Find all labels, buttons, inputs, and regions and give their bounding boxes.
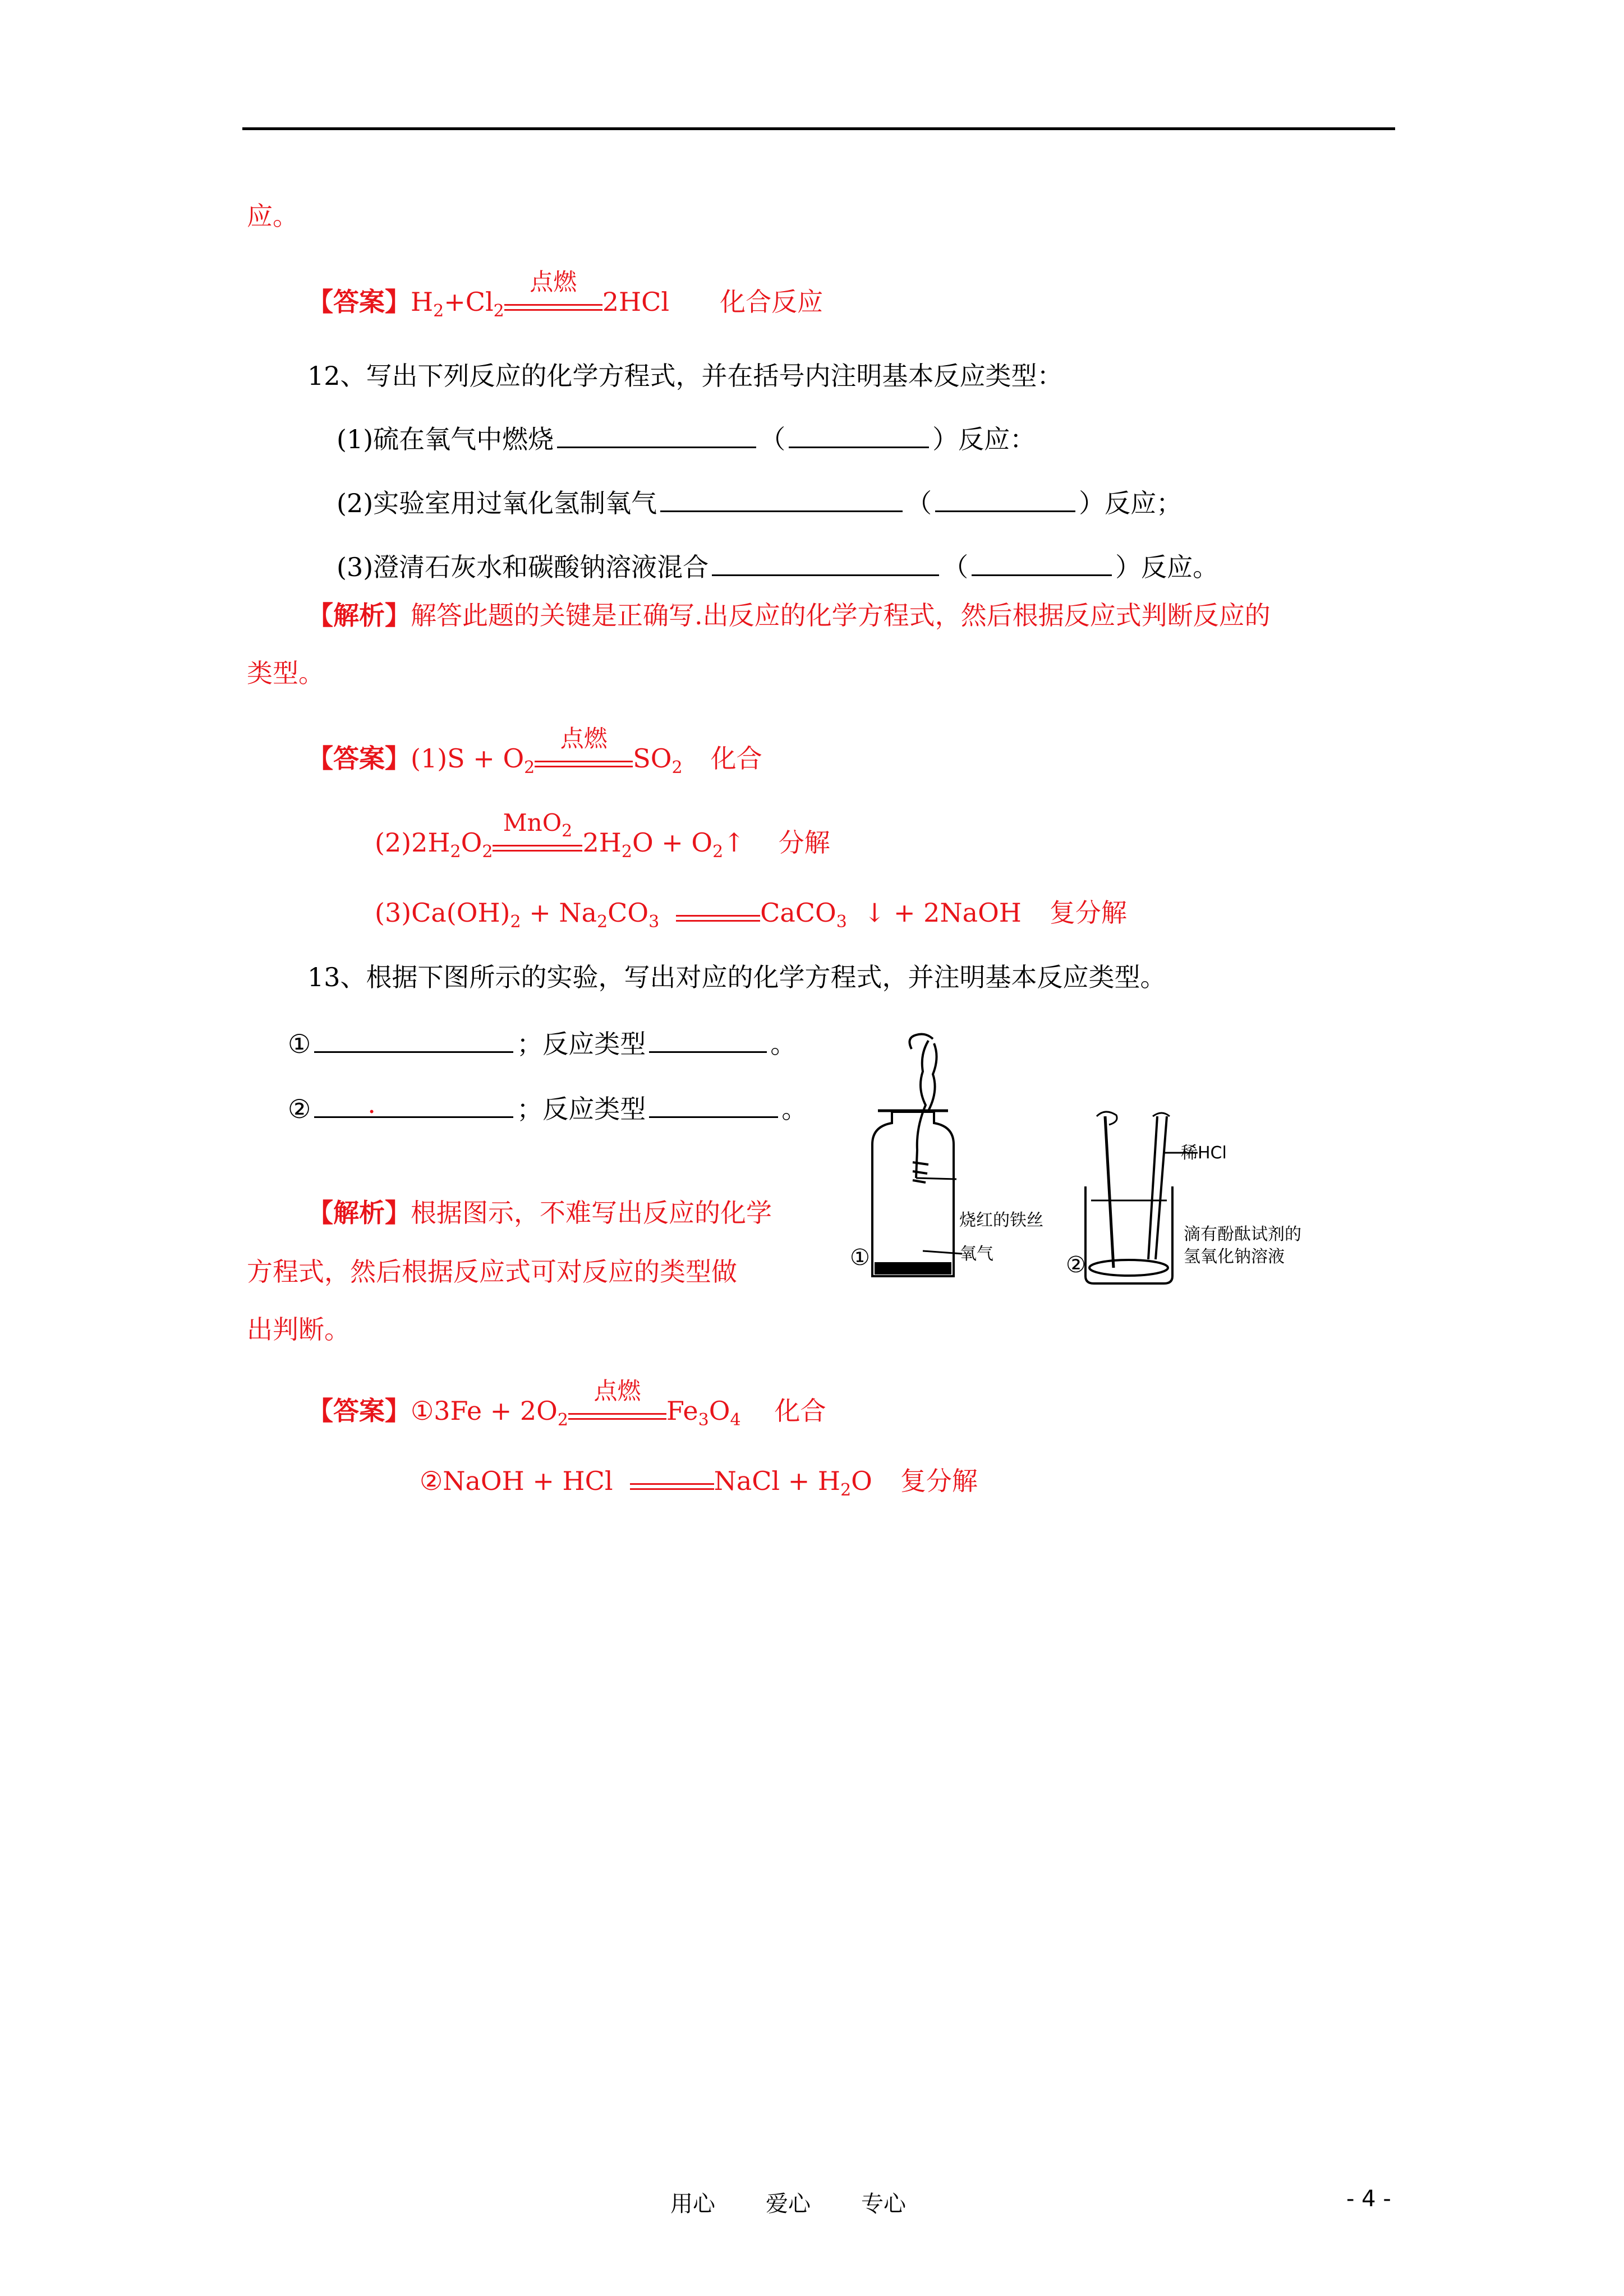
answer-blank[interactable] xyxy=(712,550,939,576)
q12-answer-3: $(3)Ca(OH)_2 + Na_2CO_3$ CaCO$_3$ ↓ + 2NaOH 复分解 xyxy=(375,898,1127,932)
reaction-arrow xyxy=(676,900,760,922)
solution-label-2: 氢氧化钠溶液 xyxy=(1184,1247,1285,1267)
answer-blank[interactable] xyxy=(557,422,756,448)
q13-item-1: ① ；反应类型 。 xyxy=(288,1027,796,1061)
q12-item-2: (2)实验室用过氧化氢制氧气 （ ）反应； xyxy=(337,486,1182,520)
q13-analysis-line3: 出判断。 xyxy=(247,1314,350,1345)
iron-wire-label: 烧红的铁丝 xyxy=(959,1211,1043,1230)
hcl-label: 稀HCl xyxy=(1181,1143,1227,1163)
gas-arrow: ↑ xyxy=(723,827,745,858)
answer-11: 【答案】$H_2+Cl_2$ 点燃 2HCl 化合反应 xyxy=(307,268,823,321)
q13-answer-1: 【答案】①3Fe + $2O_2$ 点燃 $Fe_3O_4$ 化合 xyxy=(307,1377,826,1430)
condition-arrow: 点燃 xyxy=(504,289,602,311)
beaker xyxy=(1085,1112,1198,1283)
q12-answer-1: 【答案】$(1)S + O_2$ 点燃 $SO_2$ 化合 xyxy=(307,725,762,777)
answer-blank[interactable]: . xyxy=(314,1092,513,1118)
page-number: - 4 - xyxy=(1346,2186,1391,2212)
q12-analysis-line1: 【解析】解答此题的关键是正确写.出反应的化学方程式，然后根据反应式判断反应的 xyxy=(307,600,1271,631)
question-12-stem: 12、写出下列反应的化学方程式，并在括号内注明基本反应类型： xyxy=(307,361,1063,391)
oxygen-label: 氧气 xyxy=(960,1244,993,1264)
q13-answer-2: ②NaOH + HCl NaCl + $H_2O$ 复分解 xyxy=(420,1466,978,1500)
q13-analysis-line2: 方程式，然后根据反应式可对反应的类型做 xyxy=(247,1257,737,1287)
figure-label-1: ① xyxy=(850,1245,870,1271)
type-blank[interactable] xyxy=(649,1027,767,1053)
header-rule xyxy=(242,127,1395,130)
q13-analysis-line1: 【解析】根据图示，不难写出反应的化学 xyxy=(307,1198,772,1228)
answer-tag: 【答案】 xyxy=(307,287,411,317)
reaction-arrow xyxy=(630,1469,714,1490)
condition-arrow: 点燃 xyxy=(535,746,633,767)
q12-item-3: (3)澄清石灰水和碳酸钠溶液混合 （ ）反应。 xyxy=(337,550,1218,584)
type-blank[interactable] xyxy=(789,422,929,448)
catalyst-arrow: MnO$_2$ xyxy=(493,830,582,852)
q12-answer-2: $(2)2H_2O_2$ MnO$_2$ $2H_2O$ + $O_2↑$ 分解 xyxy=(375,809,830,862)
type-blank[interactable] xyxy=(972,550,1112,576)
oxygen-bottle xyxy=(872,1111,954,1276)
type-blank[interactable] xyxy=(935,486,1075,512)
q12-analysis-line2: 类型。 xyxy=(247,658,324,688)
figure-label-2: ② xyxy=(1066,1252,1086,1278)
q12-item-1: (1)硫在氧气中燃烧 （ ）反应： xyxy=(337,422,1036,456)
condition-arrow: 点燃 xyxy=(568,1398,666,1420)
continuation-text: 应。 xyxy=(247,201,298,231)
footer-motto: 用心 爱心 专心 xyxy=(670,2191,906,2217)
reaction-type: 化合反应 xyxy=(720,287,823,317)
precipitate-arrow: ↓ xyxy=(863,898,886,928)
q13-item-2: ② . ；反应类型 。 xyxy=(288,1089,808,1124)
solution-label-1: 滴有酚酞试剂的 xyxy=(1184,1225,1301,1244)
type-blank[interactable] xyxy=(649,1092,778,1118)
experiment-figure xyxy=(850,1032,1355,1296)
question-13-stem: 13、根据下图所示的实验，写出对应的化学方程式，并注明基本反应类型。 xyxy=(307,962,1166,992)
answer-blank[interactable] xyxy=(314,1027,513,1053)
answer-blank[interactable] xyxy=(660,486,903,512)
